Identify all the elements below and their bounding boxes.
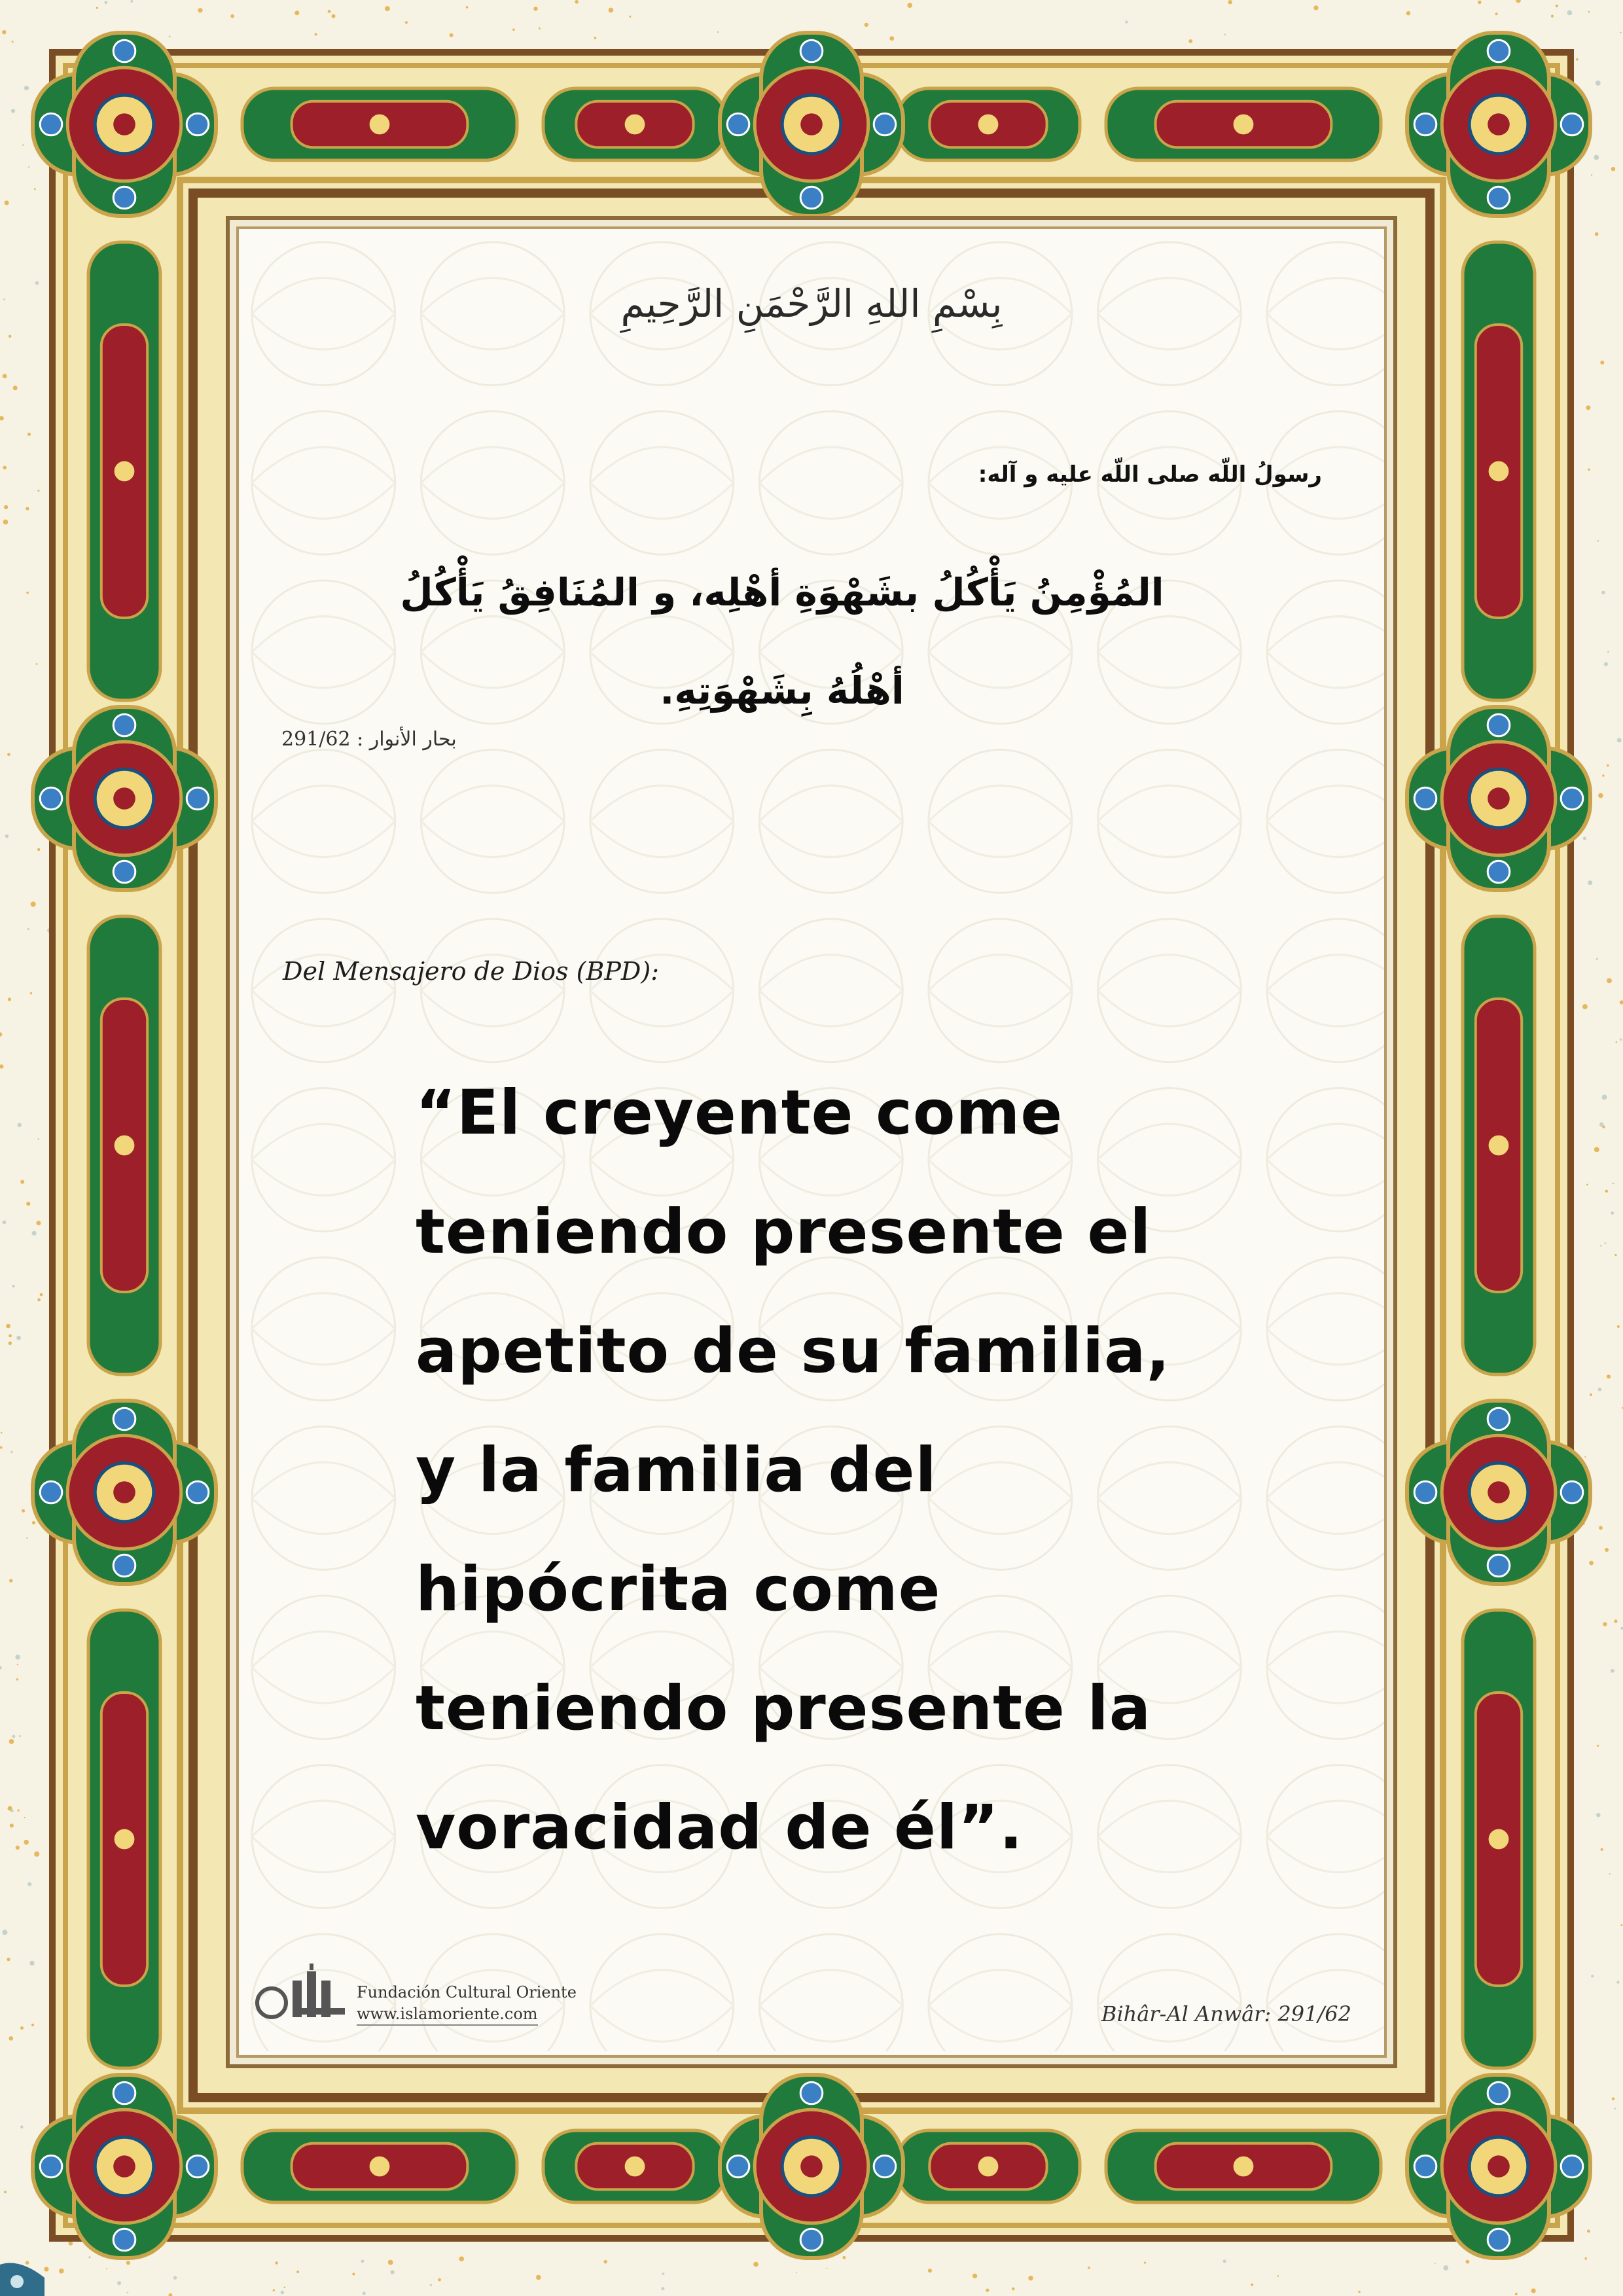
corner-badge-icon <box>0 2251 45 2296</box>
spanish-attribution: Del Mensajero de Dios (BPD): <box>283 957 659 986</box>
quote-line: y la familia del <box>416 1435 937 1506</box>
spanish-source: Bihâr-Al Anwâr: 291/62 <box>1101 2001 1351 2026</box>
frame-cartouche <box>897 88 1080 160</box>
arabic-source: بحار الأنوار : 291/62 <box>281 728 457 751</box>
quote-line: teniendo presente la <box>416 1673 1152 1744</box>
arabic-attribution: رسولُ اللّه صلى اللّه عليه و آله: <box>978 461 1322 488</box>
frame-cartouche <box>1106 88 1381 160</box>
frame-cartouche <box>242 2130 517 2202</box>
quote-line: teniendo presente el <box>416 1196 1152 1268</box>
frame-cartouche <box>897 2130 1080 2202</box>
spanish-quote <box>416 1054 1319 1888</box>
frame-cartouche <box>88 916 160 1374</box>
quote-line: hipócrita come <box>416 1554 941 1625</box>
frame-cartouche <box>1463 1610 1535 2068</box>
quote-line: apetito de su familia, <box>416 1316 1171 1387</box>
frame-cartouche <box>1463 916 1535 1374</box>
frame-cartouche <box>543 2130 726 2202</box>
org-url[interactable]: www.islamoriente.com <box>357 2005 538 2026</box>
quote-line: voracidad de él”. <box>416 1792 1024 1863</box>
quote-line: “El creyente come <box>416 1077 1063 1149</box>
frame-cartouche <box>1106 2130 1381 2202</box>
org-name: Fundación Cultural Oriente <box>357 1983 577 2001</box>
frame-cartouche <box>543 88 726 160</box>
frame-cartouche <box>88 1610 160 2068</box>
frame-cartouche <box>242 88 517 160</box>
basmala-calligraphy: بِسْمِ اللهِ الرَّحْمَنِ الرَّحِيمِ <box>620 281 1003 326</box>
arabic-hadith: المُؤْمِنُ يَأْكُلُ بشَهْوَةِ أهْلِه، و المُنَافِقُ يَأْكُلُ أهْلُهُ بِشَهْوَتِهِ. <box>400 570 1164 713</box>
fundacion-logo-icon <box>252 1962 350 2028</box>
